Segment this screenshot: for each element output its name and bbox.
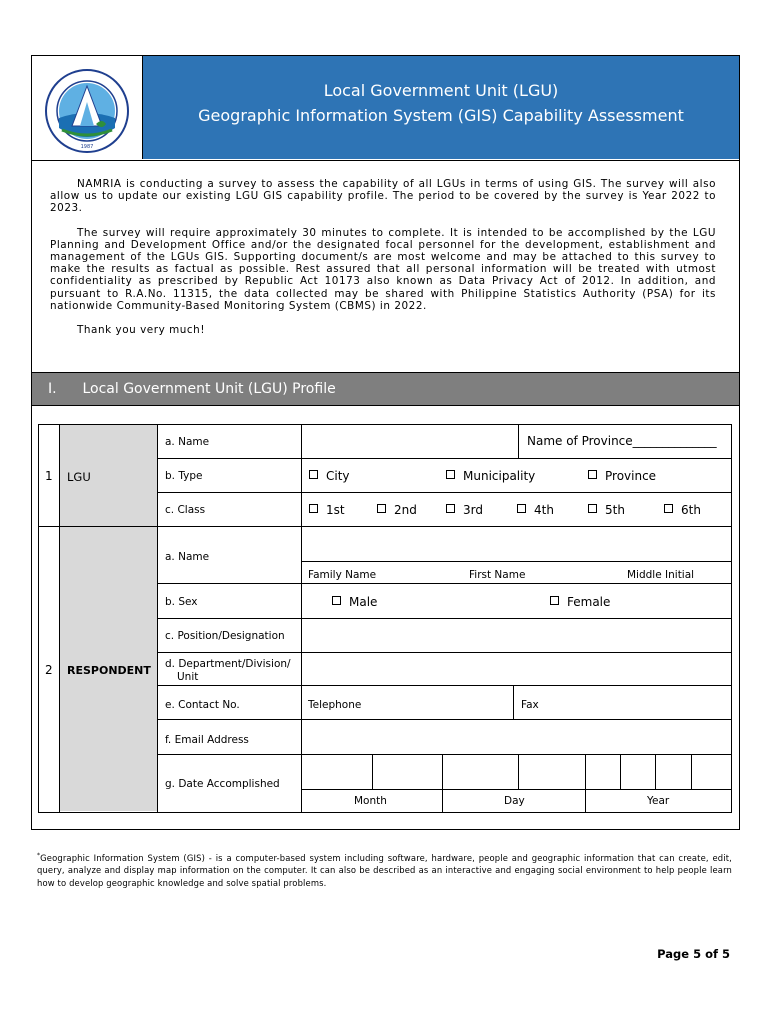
intro-thanks: Thank you very much! <box>77 324 206 337</box>
telephone-field[interactable]: Telephone <box>308 699 362 711</box>
checkbox-icon <box>664 504 673 513</box>
footnote-text: Geographic Information System (GIS) - is a computer-based system including software, hardware, people and geographic information that can create, edit, query, analyze and display map information on the computer. It can also be described as an interactive and engaging social environment to help people learn how to develop geographic knowledge and solve spatial problems. <box>37 852 732 888</box>
intro-paragraph-1: NAMRIA is conducting a survey to assess the capability of all LGUs in terms of using GIS. The survey will also allow us to update our existing LGU GIS capability profile. The period to be covered by the survey is Year 2022 to 2023. <box>50 178 716 215</box>
department-label: d. Department/Division/ <box>165 658 291 670</box>
sex-label: b. Sex <box>165 596 198 608</box>
gis-footnote <box>37 850 732 890</box>
logo-year: 1987 <box>80 144 94 150</box>
class-option-6th[interactable]: 6th <box>664 503 701 517</box>
form-header <box>32 56 739 161</box>
class-option-5th[interactable]: 5th <box>588 503 625 517</box>
sex-option-female[interactable]: Female <box>550 595 610 609</box>
fax-field[interactable]: Fax <box>521 699 539 711</box>
class-option-3rd[interactable]: 3rd <box>446 503 483 517</box>
checkbox-icon <box>550 596 559 605</box>
month-caption: Month <box>354 795 387 807</box>
title-line-1: Local Government Unit (LGU) <box>323 81 559 100</box>
footnote-marker: * <box>37 852 41 859</box>
section-header <box>32 372 739 406</box>
checkbox-icon <box>446 470 455 479</box>
page-number: Page 5 of 5 <box>657 947 730 961</box>
position-field[interactable] <box>302 619 732 652</box>
department-label-unit: Unit <box>177 671 199 683</box>
position-label: c. Position/Designation <box>165 630 285 642</box>
title-cell <box>143 56 739 159</box>
respondent-name-field[interactable] <box>302 527 732 561</box>
checkbox-icon <box>588 504 597 513</box>
day-caption: Day <box>504 795 525 807</box>
date-label: g. Date Accomplished <box>165 778 280 790</box>
respondent-name-label: a. Name <box>165 551 210 563</box>
lgu-label: LGU <box>67 470 91 484</box>
checkbox-icon <box>446 504 455 513</box>
lgu-class-label: c. Class <box>165 504 206 516</box>
checkbox-icon <box>309 470 318 479</box>
class-option-2nd[interactable]: 2nd <box>377 503 417 517</box>
intro-paragraph-2: The survey will require approximately 30 minutes to complete. It is intended to be accomplished by the LGU Planning and Development Office and/or the designated focal personnel for the development, establishment and management of the LGUs GIS. Supporting document/s are most welcome and may be attached to this survey to make the results as factual as possible. Rest assured that all personal information will be treated with utmost confidentiality as prescribed by Republic Act 10173 also known as Data Privacy Act of 2012. In addition, and pursuant to R.A.No. 11315, the data collected may be shared with Philippine Statistics Authority (PSA) for its nationwide Community-Based Monitoring System (CBMS) in 2022. <box>50 226 716 312</box>
lgu-profile-table <box>38 424 732 813</box>
department-field[interactable] <box>302 653 732 685</box>
respondent-label: RESPONDENT <box>67 664 151 677</box>
form-frame <box>31 55 740 830</box>
email-field[interactable] <box>302 720 732 754</box>
type-option-municipality[interactable]: Municipality <box>446 469 535 483</box>
lgu-name-label: a. Name <box>165 436 210 448</box>
lgu-name-field[interactable] <box>302 425 518 458</box>
lgu-type-label: b. Type <box>165 470 203 482</box>
row-number-2: 2 <box>45 663 53 677</box>
namria-seal-icon <box>44 68 130 154</box>
checkbox-icon <box>309 504 318 513</box>
contact-label: e. Contact No. <box>165 699 240 711</box>
checkbox-icon <box>332 596 341 605</box>
sex-option-male[interactable]: Male <box>332 595 377 609</box>
first-name-caption: First Name <box>469 569 526 581</box>
class-option-1st[interactable]: 1st <box>309 503 345 517</box>
type-option-city[interactable]: City <box>309 469 350 483</box>
checkbox-icon <box>588 470 597 479</box>
logo-cell <box>32 56 143 159</box>
section-number: I. <box>48 381 57 397</box>
title-line-2: Geographic Information System (GIS) Capability Assessment <box>198 106 684 125</box>
middle-initial-caption: Middle Initial <box>627 569 695 581</box>
row-number-1: 1 <box>45 469 53 483</box>
section-title: Local Government Unit (LGU) Profile <box>82 381 336 397</box>
type-option-province[interactable]: Province <box>588 469 656 483</box>
email-label: f. Email Address <box>165 734 249 746</box>
intro-text <box>50 178 716 348</box>
date-field[interactable] <box>302 755 732 789</box>
family-name-caption: Family Name <box>308 569 377 581</box>
year-caption: Year <box>647 795 670 807</box>
class-option-4th[interactable]: 4th <box>517 503 554 517</box>
checkbox-icon <box>517 504 526 513</box>
province-name-field[interactable]: Name of Province______________ <box>527 434 717 448</box>
checkbox-icon <box>377 504 386 513</box>
